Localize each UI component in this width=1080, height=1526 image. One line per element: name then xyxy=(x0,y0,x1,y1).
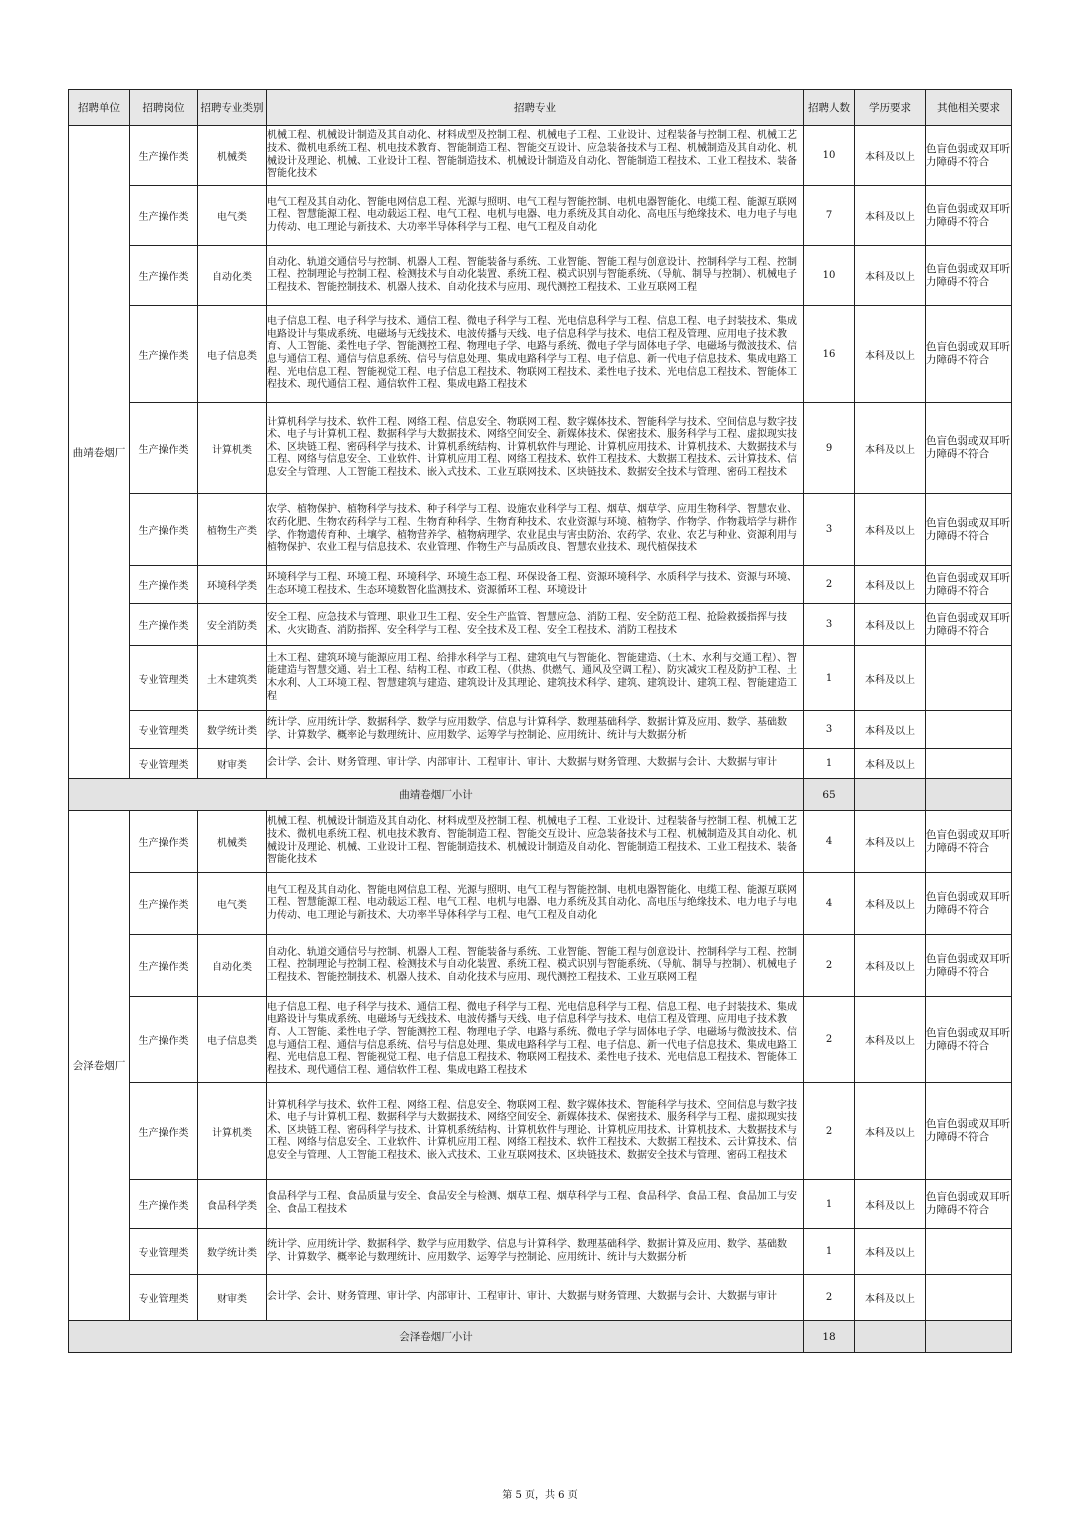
other-requirements-cell: 色盲色弱或双耳听力障碍不符合 xyxy=(926,1180,1012,1229)
count-cell: 3 xyxy=(804,711,855,749)
other-requirements-cell xyxy=(926,1229,1012,1275)
majors-cell: 安全工程、应急技术与管理、职业卫生工程、安全生产监管、智慧应急、消防工程、安全防范工程、抢险救援指挥与技术、火灾勘查、消防指挥、安全科学与工程、安全技术及工程、安全工程技术、消防工程技术 xyxy=(267,604,804,646)
subtotal-row xyxy=(69,1321,1012,1353)
other-requirements-cell xyxy=(926,646,1012,711)
header-other: 其他相关要求 xyxy=(926,90,1012,126)
education-cell: 本科及以上 xyxy=(855,126,926,186)
majors-cell: 电子信息工程、电子科学与技术、通信工程、微电子科学与工程、光电信息科学与工程、信息工程、电子封装技术、集成电路设计与集成系统、电磁场与无线技术、电波传播与天线、电子信息科学与技术、电信工程及管理、应用电子技术教育、人工智能、柔性电子学、智能测控工程、物理电子学、电路与系统、微电子学与固体电子学、电磁场与微波技术、信息与通信工程、通信与信息系统、信号与信息处理、集成电路科学与工程、电子信息、新一代电子信息技术、集成电路工程、光电信息工程、智能视觉工程、电子信息工程技术、物联网工程技术、柔性电子技术、光电信息工程技术、智能体工程技术、现代通信工程、通信软件工程、集成电路工程技术 xyxy=(267,306,804,403)
education-cell: 本科及以上 xyxy=(855,1275,926,1321)
count-cell: 16 xyxy=(804,306,855,403)
category-cell: 电子信息类 xyxy=(198,306,267,403)
post-cell: 专业管理类 xyxy=(130,711,198,749)
other-requirements-cell xyxy=(926,711,1012,749)
education-cell: 本科及以上 xyxy=(855,935,926,997)
count-cell: 3 xyxy=(804,604,855,646)
post-cell: 生产操作类 xyxy=(130,186,198,246)
post-cell: 生产操作类 xyxy=(130,306,198,403)
majors-cell: 自动化、轨道交通信号与控制、机器人工程、智能装备与系统、工业智能、智能工程与创意设计、控制科学与工程、控制工程、控制理论与控制工程、检测技术与自动化装置、系统工程、模式识别与智能系统、（导航、制导与控制）、机械电子工程技术、智能控制技术、机器人技术、自动化技术与应用、现代测控工程技术、工业互联网工程 xyxy=(267,246,804,306)
majors-cell: 计算机科学与技术、软件工程、网络工程、信息安全、物联网工程、数字媒体技术、智能科学与技术、空间信息与数字技术、电子与计算机工程、数据科学与大数据技术、网络空间安全、新媒体技术、保密技术、服务科学与工程、虚拟现实技术、区块链工程、密码科学与技术、计算机系统结构、计算机软件与理论、计算机应用技术、计算机技术、大数据技术与工程、网络与信息安全、工业软件、计算机应用工程、网络工程技术、软件工程技术、大数据工程技术、云计算技术、信息安全与管理、人工智能工程技术、嵌入式技术、工业互联网技术、区块链技术、数据安全技术与管理、密码工程技术 xyxy=(267,1083,804,1180)
count-cell: 1 xyxy=(804,749,855,779)
count-cell: 2 xyxy=(804,997,855,1083)
education-cell: 本科及以上 xyxy=(855,749,926,779)
majors-cell: 机械工程、机械设计制造及其自动化、材料成型及控制工程、机械电子工程、工业设计、过程装备与控制工程、机械工艺技术、微机电系统工程、机电技术教育、智能制造工程、智能交互设计、应急装备技术与工程、机械制造及其自动化、机械设计及理论、机械、工业设计工程、智能制造技术、机械设计制造及自动化、智能制造工程技术、工业工程技术、装备智能化技术 xyxy=(267,811,804,873)
count-cell: 1 xyxy=(804,646,855,711)
education-cell: 本科及以上 xyxy=(855,1083,926,1180)
category-cell: 环境科学类 xyxy=(198,566,267,604)
education-cell: 本科及以上 xyxy=(855,306,926,403)
count-cell: 1 xyxy=(804,1180,855,1229)
category-cell: 数学统计类 xyxy=(198,711,267,749)
majors-cell: 会计学、会计、财务管理、审计学、内部审计、工程审计、审计、大数据与财务管理、大数据与会计、大数据与审计 xyxy=(267,749,804,779)
majors-cell: 统计学、应用统计学、数据科学、数学与应用数学、信息与计算科学、数理基础科学、数据计算及应用、数学、基础数学、计算数学、概率论与数理统计、应用数学、运筹学与控制论、应用统计、统计与大数据分析 xyxy=(267,1229,804,1275)
majors-cell: 土木工程、建筑环境与能源应用工程、给排水科学与工程、建筑电气与智能化、智能建造、（土木、水利与交通工程）、智能建造与智慧交通、岩土工程、结构工程、市政工程、（供热、供燃气、通风及空调工程）、防灾减灾工程及防护工程、土木水利、人工环境工程、智慧建筑与建造、建筑设计及其理论、建筑技术科学、建筑、建筑设计、建筑工程、智能建造工程 xyxy=(267,646,804,711)
table-row xyxy=(69,646,1012,711)
category-cell: 财审类 xyxy=(198,749,267,779)
subtotal-empty xyxy=(926,779,1012,811)
table-row xyxy=(69,1275,1012,1321)
table-row xyxy=(69,186,1012,246)
other-requirements-cell: 色盲色弱或双耳听力障碍不符合 xyxy=(926,306,1012,403)
post-cell: 生产操作类 xyxy=(130,403,198,494)
post-cell: 生产操作类 xyxy=(130,935,198,997)
category-cell: 安全消防类 xyxy=(198,604,267,646)
table-row xyxy=(69,997,1012,1083)
post-cell: 生产操作类 xyxy=(130,246,198,306)
other-requirements-cell: 色盲色弱或双耳听力障碍不符合 xyxy=(926,935,1012,997)
category-cell: 自动化类 xyxy=(198,935,267,997)
category-cell: 机械类 xyxy=(198,126,267,186)
table-row xyxy=(69,711,1012,749)
table-row xyxy=(69,1083,1012,1180)
category-cell: 电子信息类 xyxy=(198,997,267,1083)
category-cell: 电气类 xyxy=(198,873,267,935)
other-requirements-cell: 色盲色弱或双耳听力障碍不符合 xyxy=(926,246,1012,306)
header-majors: 招聘专业 xyxy=(267,90,804,126)
count-cell: 2 xyxy=(804,1083,855,1180)
other-requirements-cell: 色盲色弱或双耳听力障碍不符合 xyxy=(926,873,1012,935)
subtotal-label: 会泽卷烟厂小计 xyxy=(69,1321,804,1353)
subtotal-empty xyxy=(855,779,926,811)
category-cell: 财审类 xyxy=(198,1275,267,1321)
post-cell: 生产操作类 xyxy=(130,873,198,935)
table-row xyxy=(69,873,1012,935)
post-cell: 生产操作类 xyxy=(130,1083,198,1180)
table-row xyxy=(69,604,1012,646)
education-cell: 本科及以上 xyxy=(855,403,926,494)
post-cell: 生产操作类 xyxy=(130,126,198,186)
majors-cell: 计算机科学与技术、软件工程、网络工程、信息安全、物联网工程、数字媒体技术、智能科学与技术、空间信息与数字技术、电子与计算机工程、数据科学与大数据技术、网络空间安全、新媒体技术、保密技术、服务科学与工程、虚拟现实技术、区块链工程、密码科学与技术、计算机系统结构、计算机软件与理论、计算机应用技术、计算机技术、大数据技术与工程、网络与信息安全、工业软件、计算机应用工程、网络工程技术、软件工程技术、大数据工程技术、云计算技术、信息安全与管理、人工智能工程技术、嵌入式技术、工业互联网技术、区块链技术、数据安全技术与管理、密码工程技术 xyxy=(267,403,804,494)
education-cell: 本科及以上 xyxy=(855,997,926,1083)
other-requirements-cell: 色盲色弱或双耳听力障碍不符合 xyxy=(926,494,1012,566)
post-cell: 专业管理类 xyxy=(130,749,198,779)
education-cell: 本科及以上 xyxy=(855,646,926,711)
post-cell: 生产操作类 xyxy=(130,997,198,1083)
table-row xyxy=(69,403,1012,494)
count-cell: 4 xyxy=(804,811,855,873)
table-row xyxy=(69,749,1012,779)
category-cell: 数学统计类 xyxy=(198,1229,267,1275)
education-cell: 本科及以上 xyxy=(855,711,926,749)
count-cell: 1 xyxy=(804,1229,855,1275)
count-cell: 2 xyxy=(804,566,855,604)
subtotal-empty xyxy=(855,1321,926,1353)
category-cell: 机械类 xyxy=(198,811,267,873)
education-cell: 本科及以上 xyxy=(855,246,926,306)
count-cell: 7 xyxy=(804,186,855,246)
education-cell: 本科及以上 xyxy=(855,1180,926,1229)
subtotal-count: 65 xyxy=(804,779,855,811)
post-cell: 生产操作类 xyxy=(130,811,198,873)
count-cell: 4 xyxy=(804,873,855,935)
table-row xyxy=(69,494,1012,566)
majors-cell: 自动化、轨道交通信号与控制、机器人工程、智能装备与系统、工业智能、智能工程与创意设计、控制科学与工程、控制工程、控制理论与控制工程、检测技术与自动化装置、系统工程、模式识别与智能系统、（导航、制导与控制）、机械电子工程技术、智能控制技术、机器人技术、自动化技术与应用、现代测控工程技术、工业互联网工程 xyxy=(267,935,804,997)
post-cell: 生产操作类 xyxy=(130,1180,198,1229)
header-category: 招聘专业类别 xyxy=(198,90,267,126)
post-cell: 生产操作类 xyxy=(130,604,198,646)
other-requirements-cell: 色盲色弱或双耳听力障碍不符合 xyxy=(926,604,1012,646)
education-cell: 本科及以上 xyxy=(855,1229,926,1275)
education-cell: 本科及以上 xyxy=(855,494,926,566)
header-post: 招聘岗位 xyxy=(130,90,198,126)
unit-cell: 会泽卷烟厂 xyxy=(69,811,130,1321)
subtotal-empty xyxy=(926,1321,1012,1353)
table-row xyxy=(69,1229,1012,1275)
header-count: 招聘人数 xyxy=(804,90,855,126)
count-cell: 10 xyxy=(804,126,855,186)
table-row xyxy=(69,306,1012,403)
other-requirements-cell: 色盲色弱或双耳听力障碍不符合 xyxy=(926,126,1012,186)
count-cell: 9 xyxy=(804,403,855,494)
subtotal-count: 18 xyxy=(804,1321,855,1353)
category-cell: 计算机类 xyxy=(198,403,267,494)
majors-cell: 电子信息工程、电子科学与技术、通信工程、微电子科学与工程、光电信息科学与工程、信息工程、电子封装技术、集成电路设计与集成系统、电磁场与无线技术、电波传播与天线、电子信息科学与技术、电信工程及管理、应用电子技术教育、人工智能、柔性电子学、智能测控工程、物理电子学、电路与系统、微电子学与固体电子学、电磁场与微波技术、信息与通信工程、通信与信息系统、信号与信息处理、集成电路科学与工程、电子信息、新一代电子信息技术、集成电路工程、光电信息工程、智能视觉工程、电子信息工程技术、物联网工程技术、柔性电子技术、光电信息工程技术、智能体工程技术、现代通信工程、通信软件工程、集成电路工程技术 xyxy=(267,997,804,1083)
post-cell: 专业管理类 xyxy=(130,1229,198,1275)
unit-cell: 曲靖卷烟厂 xyxy=(69,126,130,779)
other-requirements-cell: 色盲色弱或双耳听力障碍不符合 xyxy=(926,811,1012,873)
table-row xyxy=(69,1180,1012,1229)
count-cell: 10 xyxy=(804,246,855,306)
table-row xyxy=(69,566,1012,604)
table-row xyxy=(69,126,1012,186)
category-cell: 电气类 xyxy=(198,186,267,246)
category-cell: 土木建筑类 xyxy=(198,646,267,711)
page-footer: 第 5 页，共 6 页 xyxy=(502,1490,578,1501)
education-cell: 本科及以上 xyxy=(855,811,926,873)
majors-cell: 机械工程、机械设计制造及其自动化、材料成型及控制工程、机械电子工程、工业设计、过程装备与控制工程、机械工艺技术、微机电系统工程、机电技术教育、智能制造工程、智能交互设计、应急装备技术与工程、机械制造及其自动化、机械设计及理论、机械、工业设计工程、智能制造技术、机械设计制造及自动化、智能制造工程技术、工业工程技术、装备智能化技术 xyxy=(267,126,804,186)
education-cell: 本科及以上 xyxy=(855,186,926,246)
other-requirements-cell xyxy=(926,1275,1012,1321)
majors-cell: 统计学、应用统计学、数据科学、数学与应用数学、信息与计算科学、数理基础科学、数据计算及应用、数学、基础数学、计算数学、概率论与数理统计、应用数学、运筹学与控制论、应用统计、统计与大数据分析 xyxy=(267,711,804,749)
count-cell: 2 xyxy=(804,1275,855,1321)
post-cell: 生产操作类 xyxy=(130,566,198,604)
post-cell: 专业管理类 xyxy=(130,646,198,711)
other-requirements-cell: 色盲色弱或双耳听力障碍不符合 xyxy=(926,566,1012,604)
majors-cell: 电气工程及其自动化、智能电网信息工程、光源与照明、电气工程与智能控制、电机电器智能化、电缆工程、能源互联网工程、智慧能源工程、电动载运工程、电气工程、电机与电器、电力系统及其自动化、高电压与绝缘技术、电力电子与电力传动、电工理论与新技术、大功率半导体科学与工程、电气工程及自动化 xyxy=(267,873,804,935)
education-cell: 本科及以上 xyxy=(855,604,926,646)
other-requirements-cell xyxy=(926,749,1012,779)
header-education: 学历要求 xyxy=(855,90,926,126)
table-row xyxy=(69,935,1012,997)
other-requirements-cell: 色盲色弱或双耳听力障碍不符合 xyxy=(926,997,1012,1083)
majors-cell: 电气工程及其自动化、智能电网信息工程、光源与照明、电气工程与智能控制、电机电器智能化、电缆工程、能源互联网工程、智慧能源工程、电动载运工程、电气工程、电机与电器、电力系统及其自动化、高电压与绝缘技术、电力电子与电力传动、电工理论与新技术、大功率半导体科学与工程、电气工程及自动化 xyxy=(267,186,804,246)
header-unit: 招聘单位 xyxy=(69,90,130,126)
table-row xyxy=(69,246,1012,306)
recruitment-table xyxy=(68,89,1012,1353)
majors-cell: 食品科学与工程、食品质量与安全、食品安全与检测、烟草工程、烟草科学与工程、食品科学、食品工程、食品加工与安全、食品工程技术 xyxy=(267,1180,804,1229)
count-cell: 2 xyxy=(804,935,855,997)
subtotal-row xyxy=(69,779,1012,811)
category-cell: 计算机类 xyxy=(198,1083,267,1180)
education-cell: 本科及以上 xyxy=(855,566,926,604)
majors-cell: 农学、植物保护、植物科学与技术、种子科学与工程、设施农业科学与工程、烟草、烟草学、应用生物科学、智慧农业、农药化肥、生物农药科学与工程、生物育种科学、生物育种技术、农业资源与环境、植物学、作物学、作物栽培学与耕作学、作物遗传育种、土壤学、植物营养学、植物病理学、农业昆虫与害虫防治、农药学、农业、农艺与种业、资源利用与植物保护、农业工程与信息技术、农业管理、作物生产与品质改良、智慧农业技术、现代植保技术 xyxy=(267,494,804,566)
majors-cell: 环境科学与工程、环境工程、环境科学、环境生态工程、环保设备工程、资源环境科学、水质科学与技术、资源与环境、生态环境工程技术、生态环境数智化监测技术、资源循环工程、环境设计 xyxy=(267,566,804,604)
category-cell: 植物生产类 xyxy=(198,494,267,566)
other-requirements-cell: 色盲色弱或双耳听力障碍不符合 xyxy=(926,403,1012,494)
education-cell: 本科及以上 xyxy=(855,873,926,935)
table-body xyxy=(69,126,1012,1353)
subtotal-label: 曲靖卷烟厂小计 xyxy=(69,779,804,811)
post-cell: 专业管理类 xyxy=(130,1275,198,1321)
other-requirements-cell: 色盲色弱或双耳听力障碍不符合 xyxy=(926,1083,1012,1180)
other-requirements-cell: 色盲色弱或双耳听力障碍不符合 xyxy=(926,186,1012,246)
category-cell: 食品科学类 xyxy=(198,1180,267,1229)
category-cell: 自动化类 xyxy=(198,246,267,306)
count-cell: 3 xyxy=(804,494,855,566)
majors-cell: 会计学、会计、财务管理、审计学、内部审计、工程审计、审计、大数据与财务管理、大数据与会计、大数据与审计 xyxy=(267,1275,804,1321)
post-cell: 生产操作类 xyxy=(130,494,198,566)
table-row xyxy=(69,811,1012,873)
table-header xyxy=(69,90,1012,126)
